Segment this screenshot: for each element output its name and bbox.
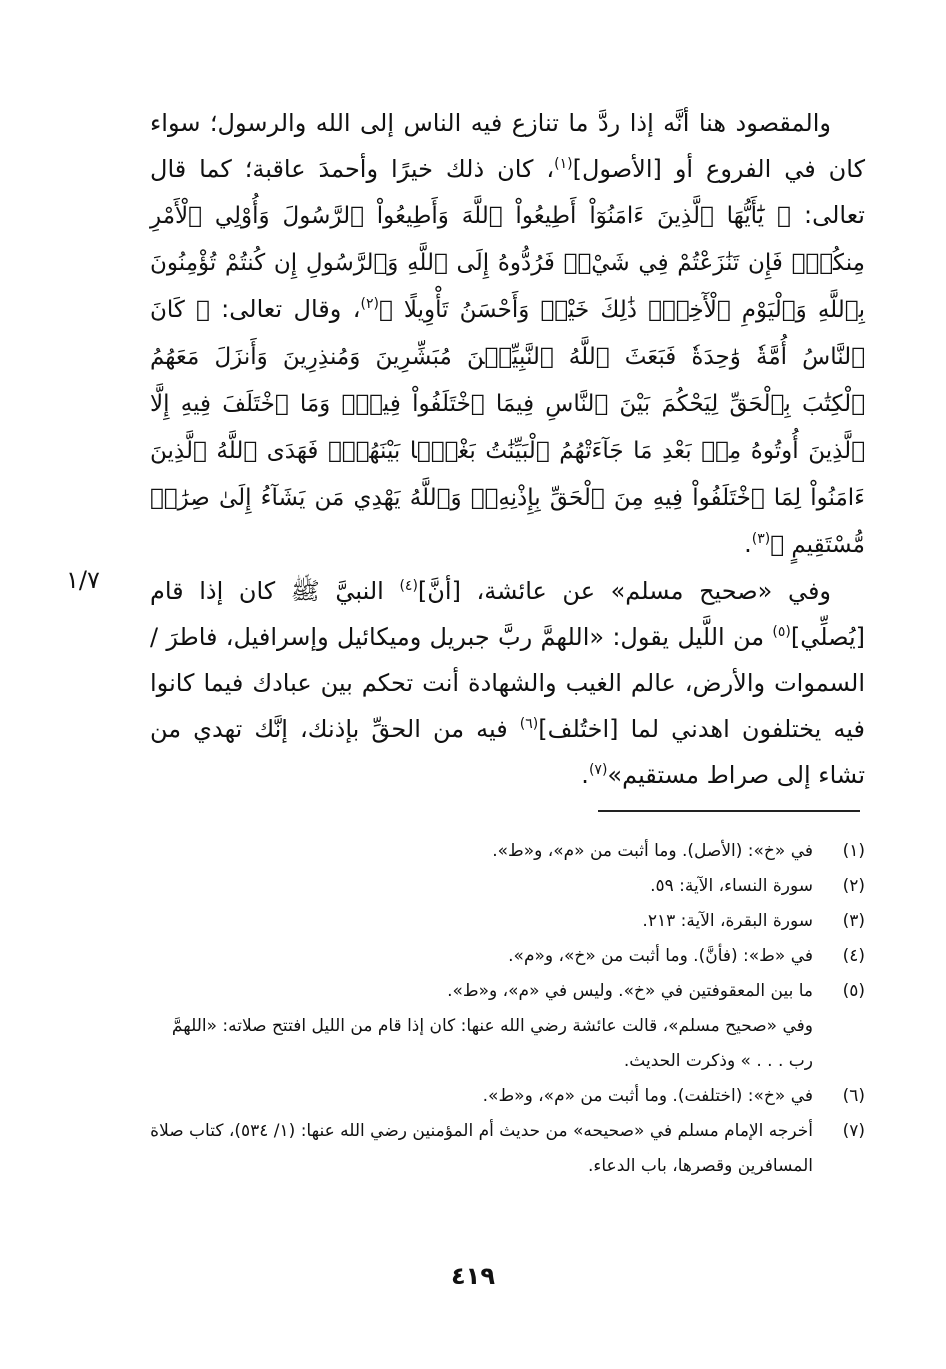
footnote-number: (٦) [842, 1086, 865, 1106]
footnote-text: في «خ»: (الأصل). وما أثبت من «م»، و«ط». [492, 841, 813, 861]
footnote-text: في «ط»: (فأنَّ). وما أثبت من «خ»، و«م». [508, 946, 813, 966]
footnote-ref: (٤) [399, 578, 418, 594]
footnote-text: سورة البقرة، الآية: ٢١٣. [642, 911, 813, 931]
footnote-text: سورة النساء، الآية: ٥٩. [650, 876, 813, 896]
text-run: من اللَّيل يقول: «اللهمَّ ربَّ جبريل وميكائيل وإسرافيل، فاطرَ / السموات والأرض، عالم الغيب والشهادة أنت تحكم بين عبادك فيما كانوا فيه يختلفون اهدني لما [اختُلف] [150, 623, 865, 743]
main-text [150, 100, 865, 798]
text-run: . [744, 530, 752, 558]
footnote [150, 904, 865, 939]
footnote-ref: (٢) [360, 296, 380, 312]
text-run: وفي «صحيح مسلم» عن عائشة، [أنَّ] [417, 577, 832, 605]
page-number: ٤١٩ [451, 1262, 495, 1290]
manuscript-folio-mark: ١/٧ [66, 566, 100, 594]
footnote-number: (٤) [842, 946, 865, 966]
text-run: . [581, 761, 589, 789]
footnote-ref: (٧) [588, 762, 608, 778]
footnote-text: أخرجه الإمام مسلم في «صحيحه» من حديث أم المؤمنين رضي الله عنها: (١/ ٥٣٤)، كتاب صلاة المسافرين وقصرها، باب الدعاء. [150, 1121, 813, 1176]
footnote-separator [598, 810, 860, 812]
text-run: ، كان ذلك خيرًا وأحمدَ عاقبة؛ كما قال تعالى: [150, 155, 865, 229]
footnote-number: (١) [842, 841, 865, 861]
text-run: فيه من الحقِّ بإذنك، إنَّك تهدي من تشاء إلى صراط مستقيم» [150, 715, 865, 789]
text-run: ، وقال تعالى: [221, 295, 361, 323]
footnote-number: (٧) [842, 1121, 865, 1141]
footnote-continuation: وفي «صحيح مسلم»، قالت عائشة رضي الله عنها: كان إذا قام من الليل افتتح صلاته: «اللهمَّ رب . . . » وذكرت الحديث. [171, 1016, 813, 1071]
footnote-ref: (١) [554, 156, 573, 172]
footnote [150, 939, 865, 974]
footnote-text: ما بين المعقوفتين في «خ». وليس في «م»، و«ط». [447, 981, 813, 1001]
footnote-number: (٥) [842, 981, 865, 1001]
text-run: النبيَّ ﷺ كان إذا قام [يُصلِّي] [150, 577, 865, 651]
footnote-ref: (٣) [751, 531, 771, 547]
footnote-ref: (٥) [772, 624, 791, 640]
paragraph-1 [150, 100, 865, 568]
footnote [150, 974, 865, 1009]
quran-verse: ﴿ يَٰٓأَيُّهَا ٱلَّذِينَ ءَامَنُوٓاْ أَطِيعُواْ ٱللَّهَ وَأَطِيعُواْ ٱلرَّسُولَ وَأُوْلِي ٱلْأَمْرِ مِنكُمْۖ فَإِن تَنَٰزَعْتُمْ فِي شَيْءٖ فَرُدُّوهُ إِلَى ٱللَّهِ وَٱلرَّسُولِ إِن كُنتُمْ تُؤْمِنُونَ بِٱللَّهِ وَٱلْيَوْمِ ٱلْأٓخِرِۚ ذَٰلِكَ خَيْرٞ وَأَحْسَنُ تَأْوِيلًا ﴾ [150, 203, 865, 323]
footnote [150, 869, 865, 904]
footnote [150, 1079, 865, 1114]
footnote [150, 834, 865, 869]
paragraph-2 [150, 568, 865, 798]
footnote-text: في «خ»: (اختلفت). وما أثبت من «م»، و«ط». [482, 1086, 813, 1106]
footnote-number: (٣) [842, 911, 865, 931]
footnote-number: (٢) [842, 876, 865, 896]
footnote [150, 1114, 865, 1184]
footnote-ref: (٦) [519, 716, 539, 732]
text-run: والمقصود هنا أنَّه إذا ردَّ ما تنازع فيه الناس إلى الله والرسول؛ سواء كان في الفروع أو [الأصول] [150, 109, 865, 183]
footnotes [150, 834, 865, 1184]
quran-verse: ﴿ كَانَ ٱلنَّاسُ أُمَّةٗ وَٰحِدَةٗ فَبَعَثَ ٱللَّهُ ٱلنَّبِيِّـۧنَ مُبَشِّرِينَ وَمُنذِرِينَ وَأَنزَلَ مَعَهُمُ ٱلْكِتَٰبَ بِٱلْحَقِّ لِيَحْكُمَ بَيْنَ ٱلنَّاسِ فِيمَا ٱخْتَلَفُواْ فِيهِۚ وَمَا ٱخْتَلَفَ فِيهِ إِلَّا ٱلَّذِينَ أُوتُوهُ مِنۢ بَعْدِ مَا جَآءَتْهُمُ ٱلْبَيِّنَٰتُ بَغْيَۢا بَيْنَهُمْۖ فَهَدَى ٱللَّهُ ٱلَّذِينَ ءَامَنُواْ لِمَا ٱخْتَلَفُواْ فِيهِ مِنَ ٱلْحَقِّ بِإِذْنِهِۦۗ وَٱللَّهُ يَهْدِي مَن يَشَآءُ إِلَىٰ صِرَٰطٖ مُّسْتَقِيمٍ ﴾ [150, 297, 865, 558]
